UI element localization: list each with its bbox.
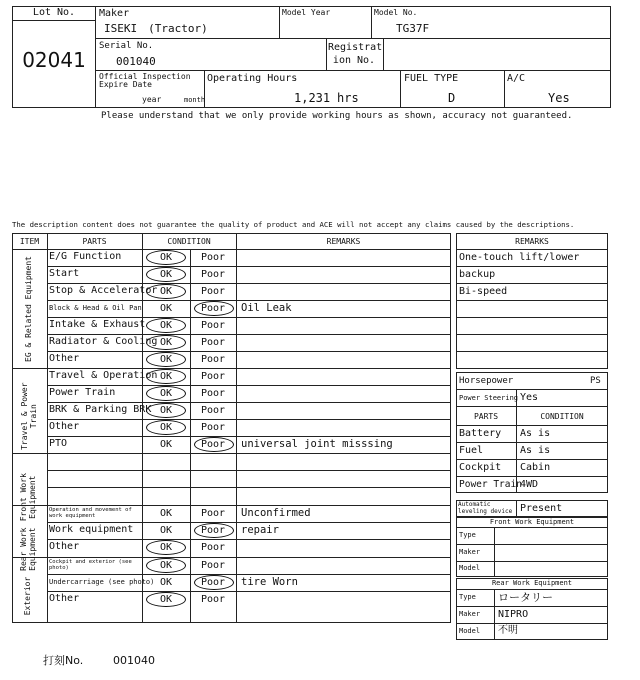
rear-model-value: 不明: [498, 625, 518, 636]
spec-part-condition: 4WD: [520, 479, 539, 490]
remarks-header: REMARKS: [326, 237, 361, 246]
poor-option: Poor: [200, 286, 226, 297]
ok-selected-circle: [146, 386, 186, 401]
spec-part-condition: As is: [520, 428, 551, 439]
row-remark: repair: [241, 524, 279, 536]
ok-selected-circle: [146, 420, 186, 435]
parts-header: PARTS: [82, 237, 107, 246]
item-header: ITEM: [19, 237, 40, 246]
ok-option: OK: [159, 422, 173, 433]
ok-option: OK: [159, 303, 173, 314]
part-name: Intake & Exhaust: [49, 319, 146, 330]
ok-selected-circle: [146, 540, 186, 555]
ok-option: OK: [159, 354, 173, 365]
part-name: Work equipment: [49, 524, 134, 535]
poor-selected-circle: [194, 523, 234, 538]
rear-equipment-title: Rear Work Equipment: [491, 579, 573, 587]
front-type-label: Type: [459, 531, 476, 539]
right-remark: backup: [459, 269, 496, 280]
poor-selected-circle: [194, 301, 234, 316]
ok-option: OK: [159, 577, 173, 588]
table-row: [0, 385, 451, 402]
table-row: [0, 283, 451, 300]
spec-part-condition: Cabin: [520, 462, 551, 473]
right-remarks-header: REMARKS: [515, 237, 549, 246]
power-steering-value: Yes: [520, 392, 539, 403]
maker-label: Maker: [99, 8, 130, 19]
stamp-value: 001040: [113, 654, 155, 667]
ok-option: OK: [159, 252, 173, 263]
ok-option: OK: [159, 405, 173, 416]
poor-option: Poor: [200, 439, 226, 450]
table-row: [0, 317, 451, 334]
poor-option: Poor: [200, 320, 226, 331]
hours-label: Operating Hours: [207, 73, 298, 84]
poor-option: Poor: [200, 252, 226, 263]
table-row: [0, 557, 451, 574]
ok-option: OK: [159, 560, 173, 571]
description-notice: The description content does not guarantee the quality of product and ACE will not accept any claims caused by the descriptions.: [12, 220, 575, 229]
ok-option: OK: [159, 439, 173, 450]
front-equipment-title: Front Work Equipment: [489, 518, 575, 526]
table-row: [0, 470, 451, 487]
poor-option: Poor: [200, 508, 226, 519]
part-name: Operation and movement of work equipment: [49, 507, 132, 520]
fuel-label: FUEL TYPE: [404, 73, 459, 84]
model-no-value: TG37F: [396, 22, 430, 35]
ok-option: OK: [159, 525, 173, 536]
part-name: Other: [49, 353, 80, 364]
condition-header: CONDITION: [167, 237, 211, 246]
inspection-label: Official Inspection Expire Date: [99, 72, 191, 90]
part-name: Other: [49, 593, 80, 604]
spec-part-name: Fuel: [459, 445, 484, 456]
hours-notice: Please understand that we only provide working hours as shown, accuracy not guaranteed.: [101, 111, 573, 121]
rear-type-value: ロータリー: [498, 591, 553, 604]
poor-option: Poor: [200, 542, 226, 553]
year-label: year: [142, 95, 162, 104]
poor-option: Poor: [200, 405, 226, 416]
table-row: [0, 300, 451, 317]
horsepower-unit: PS: [590, 376, 601, 386]
table-row: [0, 574, 451, 591]
hours-unit: hrs: [337, 91, 359, 105]
front-maker-label: Maker: [459, 548, 481, 556]
table-row: [0, 522, 451, 539]
ok-option: OK: [159, 269, 173, 280]
right-remark: One-touch lift/lower: [459, 252, 580, 263]
rear-model-label: Model: [459, 627, 481, 635]
group-label: Exterior: [23, 576, 32, 616]
ok-selected-circle: [146, 592, 186, 607]
ac-label: A/C: [507, 73, 526, 84]
table-row: [0, 334, 451, 351]
part-name: Stop & Accelerator: [49, 285, 158, 296]
row-remark: Unconfirmed: [241, 507, 311, 519]
spec-part-name: Cockpit: [459, 462, 502, 473]
ok-option: OK: [159, 320, 173, 331]
stamp-label: 打刻No.: [43, 654, 84, 667]
spec-parts-header: PARTS: [473, 412, 499, 421]
spec-condition-header: CONDITION: [540, 412, 584, 421]
poor-option: Poor: [200, 577, 226, 588]
hours-value: 1,231: [294, 91, 331, 105]
part-name: E/G Function: [49, 251, 122, 262]
part-name: Other: [49, 421, 80, 432]
group-label: Travel & Power Train: [19, 382, 38, 450]
ok-selected-circle: [146, 403, 186, 418]
ok-option: OK: [159, 337, 173, 348]
group-label: EG & Related Equipment: [24, 256, 33, 362]
power-steering-label: Power Steering: [459, 394, 519, 402]
poor-option: Poor: [200, 594, 226, 605]
ok-selected-circle: [146, 250, 186, 265]
part-name: Other: [49, 541, 80, 552]
poor-option: Poor: [200, 371, 226, 382]
ok-option: OK: [159, 286, 173, 297]
group-label: Front Work Equipment: [18, 473, 37, 522]
poor-option: Poor: [200, 525, 226, 536]
serial-label: Serial No.: [99, 41, 154, 51]
table-row: [0, 368, 451, 385]
poor-selected-circle: [194, 437, 234, 452]
table-row: [0, 351, 451, 368]
part-name: Undercarriage (see photo): [49, 578, 155, 586]
ok-selected-circle: [146, 267, 186, 282]
spec-part-name: Power Train: [459, 479, 522, 490]
table-row: [0, 266, 451, 283]
row-remark: Oil Leak: [241, 302, 292, 314]
ok-selected-circle: [146, 558, 186, 573]
table-row: [0, 539, 451, 556]
table-row: [0, 453, 451, 470]
poor-option: Poor: [200, 388, 226, 399]
serial-value: 001040: [116, 55, 156, 68]
rear-type-label: Type: [459, 593, 476, 601]
table-row: [0, 591, 451, 608]
table-row: [0, 402, 451, 419]
ok-selected-circle: [146, 284, 186, 299]
part-name: Power Train: [49, 387, 116, 398]
row-remark: universal joint misssing: [241, 438, 393, 450]
poor-option: Poor: [200, 422, 226, 433]
lot-number: 02041: [22, 48, 86, 72]
part-name: BRK & Parking BRK: [49, 404, 152, 415]
model-no-label: Model No.: [374, 8, 418, 17]
rear-maker-label: Maker: [459, 610, 481, 618]
table-row: [0, 487, 451, 504]
part-name: Cockpit and exterior (see photo): [49, 559, 132, 572]
ok-selected-circle: [146, 318, 186, 333]
poor-option: Poor: [200, 303, 226, 314]
horsepower-label: Horsepower: [459, 376, 514, 386]
ok-selected-circle: [146, 352, 186, 367]
maker-value: ISEKI (Tractor): [104, 22, 208, 35]
spec-part-condition: As is: [520, 445, 551, 456]
part-name: Start: [49, 268, 80, 279]
part-name: Block & Head & Oil Pan: [49, 304, 142, 312]
fuel-value: D: [448, 91, 456, 105]
table-row: [0, 249, 451, 266]
auto-leveling-label: Automatic leveling device: [458, 501, 513, 515]
right-remark: Bi-speed: [459, 286, 508, 297]
ok-selected-circle: [146, 335, 186, 350]
row-remark: tire Worn: [241, 576, 298, 588]
registration-label: Registrat ion No.: [328, 42, 383, 66]
month-label: month: [184, 96, 206, 104]
ok-selected-circle: [146, 369, 186, 384]
lot-label: Lot No.: [32, 7, 76, 18]
poor-option: Poor: [200, 337, 226, 348]
rear-maker-value: NIPRO: [498, 609, 529, 620]
part-name: Radiator & Cooling: [49, 336, 158, 347]
part-name: PTO: [49, 438, 68, 449]
ok-option: OK: [159, 594, 173, 605]
poor-option: Poor: [200, 354, 226, 365]
table-row: [0, 419, 451, 436]
model-year-label: Model Year: [282, 8, 331, 17]
ok-option: OK: [159, 388, 173, 399]
table-row: [0, 505, 451, 522]
ok-option: OK: [159, 508, 173, 519]
ok-option: OK: [159, 371, 173, 382]
part-name: Travel & Operation: [49, 370, 158, 381]
poor-option: Poor: [200, 560, 226, 571]
poor-selected-circle: [194, 575, 234, 590]
table-row: [0, 436, 451, 453]
ok-option: OK: [159, 542, 173, 553]
ac-value: Yes: [548, 91, 570, 105]
auto-leveling-value: Present: [520, 503, 563, 514]
group-label: Rear Work Equipment: [18, 527, 37, 571]
spec-part-name: Battery: [459, 428, 502, 439]
poor-option: Poor: [200, 269, 226, 280]
front-model-label: Model: [459, 564, 481, 572]
